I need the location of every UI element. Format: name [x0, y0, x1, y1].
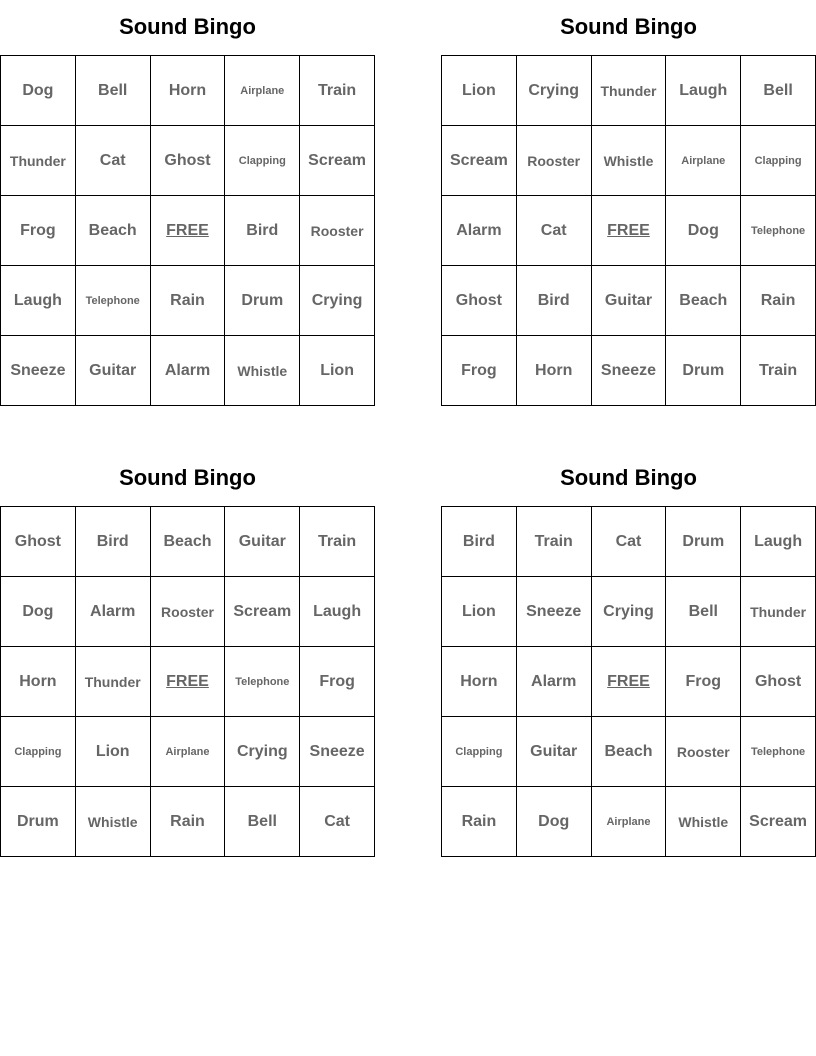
bingo-cell: Bell [741, 56, 816, 126]
card-title: Sound Bingo [560, 14, 697, 39]
card-title: Sound Bingo [119, 14, 256, 39]
bingo-cell: Train [516, 507, 591, 577]
bingo-cell: Horn [516, 336, 591, 406]
bingo-cell: Cat [591, 507, 666, 577]
bingo-cell: Airplane [591, 787, 666, 857]
bingo-cell: Clapping [1, 717, 76, 787]
bingo-cell: Alarm [75, 577, 150, 647]
bingo-cell: Laugh [1, 266, 76, 336]
card-title: Sound Bingo [119, 465, 256, 490]
bingo-cell: Beach [75, 196, 150, 266]
bingo-cell: Telephone [75, 266, 150, 336]
grid-row [442, 266, 816, 336]
bingo-cell: Lion [300, 336, 375, 406]
bingo-cell: Bird [225, 196, 300, 266]
bingo-cell: Laugh [666, 56, 741, 126]
bingo-cell: Crying [516, 56, 591, 126]
bingo-cell: Horn [1, 647, 76, 717]
bingo-cell: Beach [591, 717, 666, 787]
bingo-cell: Rain [741, 266, 816, 336]
bingo-grid [441, 55, 816, 406]
bingo-cell: Lion [442, 56, 517, 126]
grid-row [442, 787, 816, 857]
free-space: FREE [591, 647, 666, 717]
bingo-cell: Rooster [300, 196, 375, 266]
bingo-cell: Drum [666, 336, 741, 406]
bingo-cell: Rain [150, 266, 225, 336]
bingo-cell: Guitar [75, 336, 150, 406]
bingo-cell: Scream [741, 787, 816, 857]
bingo-cell: Telephone [741, 196, 816, 266]
bingo-cell: Rain [150, 787, 225, 857]
bingo-cell: Scream [300, 126, 375, 196]
bingo-cell: Lion [75, 717, 150, 787]
bingo-cell: Thunder [75, 647, 150, 717]
bingo-cell: Frog [666, 647, 741, 717]
bingo-cell: Ghost [741, 647, 816, 717]
bingo-cell: Sneeze [1, 336, 76, 406]
bingo-cell: Bell [666, 577, 741, 647]
bingo-cell: Beach [150, 507, 225, 577]
bingo-cell: Ghost [442, 266, 517, 336]
bingo-cell: Alarm [150, 336, 225, 406]
bingo-cell: Bird [516, 266, 591, 336]
bingo-cell: Airplane [225, 56, 300, 126]
bingo-cell: Scream [225, 577, 300, 647]
bingo-cell: Sneeze [300, 717, 375, 787]
grid-row [442, 647, 816, 717]
bingo-cell: Alarm [516, 647, 591, 717]
bingo-cell: Horn [150, 56, 225, 126]
bingo-cell: Crying [300, 266, 375, 336]
bingo-cell: Thunder [591, 56, 666, 126]
bingo-cell: Whistle [591, 126, 666, 196]
free-space: FREE [150, 647, 225, 717]
bingo-cell: Telephone [225, 647, 300, 717]
bingo-cell: Thunder [741, 577, 816, 647]
bingo-cell: Drum [1, 787, 76, 857]
bingo-cell: Frog [1, 196, 76, 266]
bingo-cell: Crying [591, 577, 666, 647]
grid-row [442, 126, 816, 196]
grid-row [1, 336, 375, 406]
bingo-cell: Telephone [741, 717, 816, 787]
bingo-cell: Whistle [75, 787, 150, 857]
bingo-cell: Clapping [225, 126, 300, 196]
bingo-cell: Train [300, 56, 375, 126]
grid-row [1, 56, 375, 126]
grid-row [1, 507, 375, 577]
bingo-cell: Rooster [666, 717, 741, 787]
grid-row [442, 717, 816, 787]
bingo-grid [0, 506, 375, 857]
bingo-cell: Laugh [741, 507, 816, 577]
bingo-cell: Guitar [591, 266, 666, 336]
bingo-cell: Rooster [150, 577, 225, 647]
grid-row [442, 336, 816, 406]
bingo-cell: Scream [442, 126, 517, 196]
grid-row [1, 126, 375, 196]
grid-row [1, 577, 375, 647]
bingo-grid [441, 506, 816, 857]
grid-row [1, 196, 375, 266]
bingo-cell: Airplane [150, 717, 225, 787]
grid-row [1, 647, 375, 717]
bingo-cell: Lion [442, 577, 517, 647]
bingo-cell: Thunder [1, 126, 76, 196]
bingo-cell: Whistle [225, 336, 300, 406]
grid-row [442, 577, 816, 647]
bingo-cell: Dog [1, 577, 76, 647]
bingo-cell: Beach [666, 266, 741, 336]
bingo-cell: Crying [225, 717, 300, 787]
bingo-cell: Guitar [225, 507, 300, 577]
grid-row [442, 507, 816, 577]
bingo-grid [0, 55, 375, 406]
bingo-cell: Rooster [516, 126, 591, 196]
bingo-cell: Clapping [442, 717, 517, 787]
bingo-cell: Bell [75, 56, 150, 126]
bingo-cell: Guitar [516, 717, 591, 787]
bingo-cell: Drum [666, 507, 741, 577]
card-title: Sound Bingo [560, 465, 697, 490]
bingo-cell: Rain [442, 787, 517, 857]
bingo-cell: Cat [516, 196, 591, 266]
bingo-cell: Drum [225, 266, 300, 336]
bingo-cell: Dog [666, 196, 741, 266]
bingo-cell: Laugh [300, 577, 375, 647]
bingo-cell: Dog [516, 787, 591, 857]
bingo-cell: Train [300, 507, 375, 577]
grid-row [1, 266, 375, 336]
free-space: FREE [150, 196, 225, 266]
bingo-cell: Ghost [1, 507, 76, 577]
bingo-cell: Clapping [741, 126, 816, 196]
bingo-cell: Cat [75, 126, 150, 196]
bingo-cell: Cat [300, 787, 375, 857]
bingo-cell: Bird [442, 507, 517, 577]
bingo-cell: Sneeze [516, 577, 591, 647]
grid-row [1, 717, 375, 787]
grid-row [442, 56, 816, 126]
bingo-cell: Horn [442, 647, 517, 717]
bingo-cell: Ghost [150, 126, 225, 196]
bingo-cell: Train [741, 336, 816, 406]
bingo-cell: Airplane [666, 126, 741, 196]
free-space: FREE [591, 196, 666, 266]
bingo-cell: Sneeze [591, 336, 666, 406]
bingo-cell: Whistle [666, 787, 741, 857]
grid-row [442, 196, 816, 266]
bingo-cell: Frog [442, 336, 517, 406]
bingo-cell: Dog [1, 56, 76, 126]
bingo-cell: Bell [225, 787, 300, 857]
bingo-cell: Alarm [442, 196, 517, 266]
bingo-cell: Frog [300, 647, 375, 717]
bingo-cell: Bird [75, 507, 150, 577]
grid-row [1, 787, 375, 857]
